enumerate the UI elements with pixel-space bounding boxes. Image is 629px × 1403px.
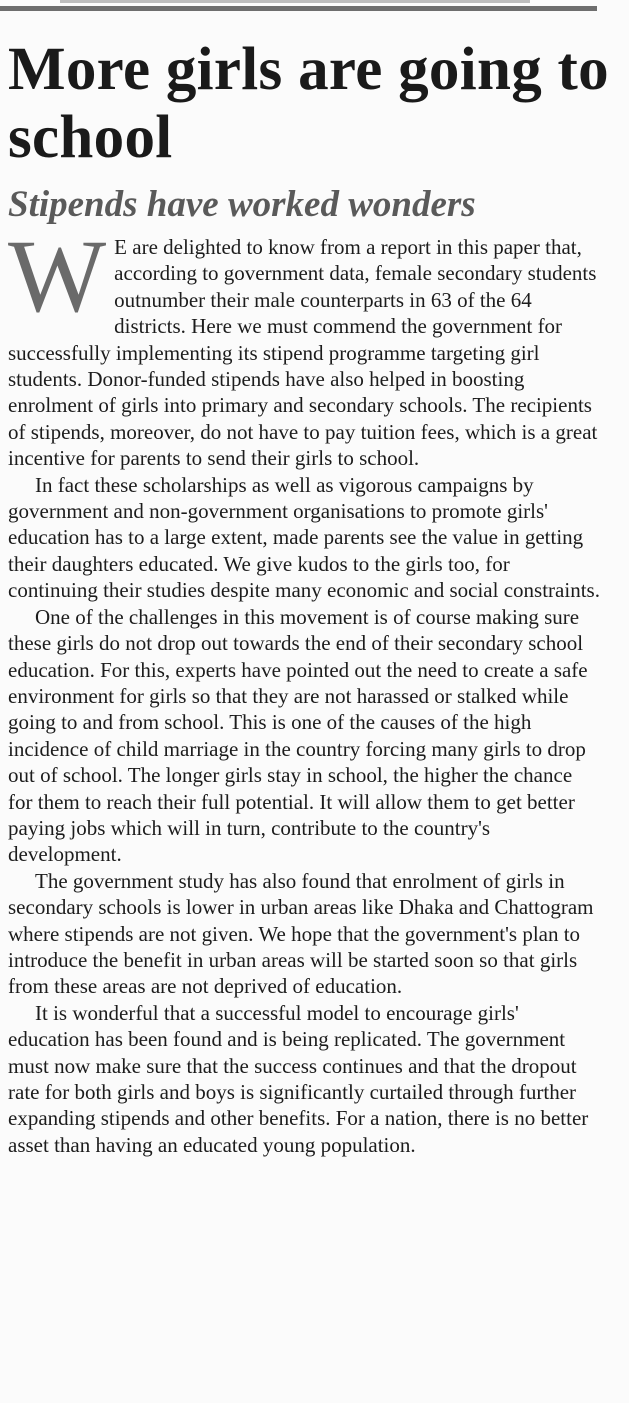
paragraph-1 <box>8 219 600 472</box>
drop-cap: W <box>8 219 107 334</box>
article-body <box>8 219 600 1158</box>
headline: More girls are going to school <box>8 36 609 171</box>
cropped-dateline-strip <box>60 0 530 3</box>
paragraph-2: In fact these scholarships as well as vigorous campaigns by government and non-government organisations to promote girls' education has to a large extent, made parents see the value in getting their daughters educated. We give kudos to the girls too, for continuing their studies despite many economic and social constraints. <box>8 472 600 603</box>
paragraph-5: It is wonderful that a successful model to encourage girls' education has been found and is being replicated. The government must now make sure that the success continues and that the dropout rate for both girls and boys is significantly curtailed through further expanding stipends and other benefits. For a nation, there is no better asset than having an educated young population. <box>8 1000 589 1157</box>
subheadline: Stipends have worked wonders <box>8 184 476 225</box>
paragraph-1-text: E are delighted to know from a report in this paper that, according to government data, female secondary students outnumber their male counterparts in 63 of the 64 districts. Here we must commend the government for successfully implementing its stipend programme targeting girl students. Donor-funded stipends have also helped in boosting enrolment of girls into primary and secondary schools. The recipients of stipends, moreover, do not have to pay tuition fees, which is a great incentive for parents to send their girls to school. <box>8 235 598 471</box>
paragraph-4: The government study has also found that enrolment of girls in secondary schools is lower in urban areas like Dhaka and Chattogram where stipends are not given. We hope that the government's plan to introduce the benefit in urban areas will be started soon so that girls from these areas are not deprived of education. <box>8 868 594 999</box>
top-divider-rule <box>0 6 597 11</box>
paragraph-3: One of the challenges in this movement is of course making sure these girls do not drop out towards the end of their secondary school education. For this, experts have pointed out the need to create a safe environment for girls so that they are not harassed or stalked while going to and from school. This is one of the causes of the high incidence of child marriage in the country forcing many girls to drop out of school. The longer girls stay in school, the higher the chance for them to reach their full potential. It will allow them to get better paying jobs which will in turn, contribute to the country's development. <box>8 604 588 867</box>
